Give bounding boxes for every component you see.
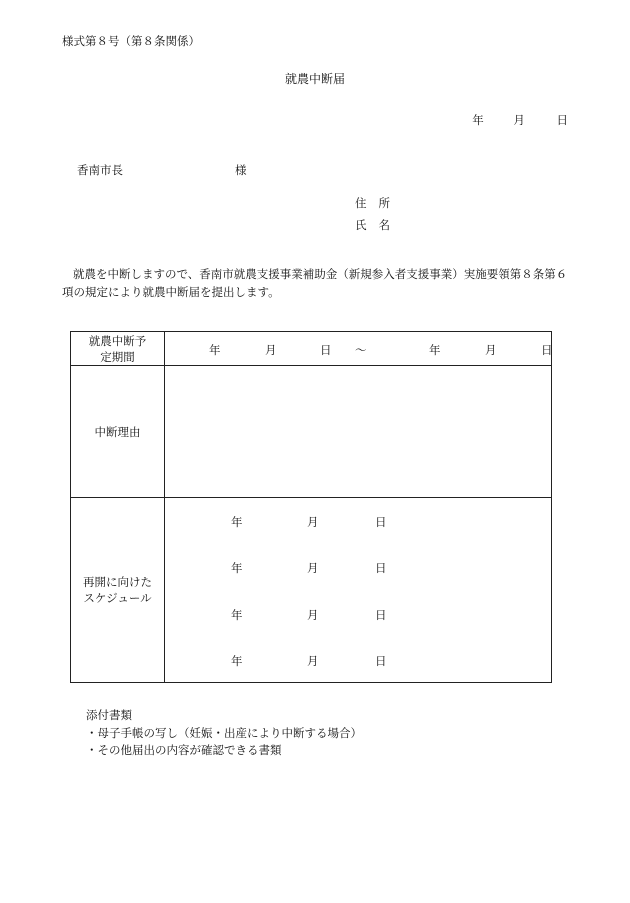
schedule-year: 年 — [231, 654, 243, 668]
address-label: 住所 — [355, 196, 402, 210]
attachment-item: ・その他届出の内容が確認できる書類 — [86, 743, 282, 757]
submission-date — [472, 112, 568, 128]
declaration-text: 就農を中断しますので、香南市就農支援事業補助金（新規参入者支援事業）実施要領第８条第６項の規定により就農中断届を提出します。 — [62, 267, 568, 299]
schedule-month: 月 — [307, 608, 319, 622]
schedule-month: 月 — [307, 561, 319, 575]
form-number: 様式第８号（第８条関係） — [62, 34, 200, 48]
period-start-day: 日 — [320, 343, 332, 357]
schedule-month: 月 — [307, 515, 319, 529]
addressee: 香南市長 — [77, 163, 123, 177]
schedule-row — [165, 653, 551, 669]
period-label — [71, 332, 165, 366]
honorific: 様 — [235, 163, 247, 177]
period-start-year: 年 — [209, 343, 221, 357]
attachments-title: 添付書類 — [86, 708, 132, 722]
period-label-text: 就農中断予定期間 — [88, 333, 147, 364]
name-label: 氏名 — [355, 218, 402, 232]
period-end-month: 月 — [485, 343, 497, 357]
schedule-day: 日 — [375, 608, 387, 622]
period-tilde: 〜 — [355, 343, 367, 357]
schedule-row — [165, 514, 551, 530]
schedule-field[interactable] — [165, 498, 552, 683]
document-title: 就農中断届 — [284, 72, 345, 86]
schedule-year: 年 — [231, 561, 243, 575]
schedule-label-text: 再開に向けたスケジュール — [83, 575, 152, 605]
schedule-day: 日 — [375, 515, 387, 529]
schedule-year: 年 — [231, 608, 243, 622]
date-year-unit: 年 — [472, 113, 484, 127]
period-end-year: 年 — [429, 343, 441, 357]
interruption-form-table — [70, 331, 552, 683]
period-start-month: 月 — [265, 343, 277, 357]
period-field[interactable] — [165, 332, 552, 366]
schedule-month: 月 — [307, 654, 319, 668]
schedule-row — [165, 560, 551, 576]
attachment-item: ・母子手帳の写し（妊娠・出産により中断する場合） — [86, 726, 362, 740]
period-end-day: 日 — [541, 343, 553, 357]
date-day-unit: 日 — [556, 113, 568, 127]
reason-field[interactable] — [165, 366, 552, 498]
schedule-day: 日 — [375, 561, 387, 575]
date-month-unit: 月 — [513, 113, 525, 127]
schedule-day: 日 — [375, 654, 387, 668]
schedule-row — [165, 607, 551, 623]
schedule-label — [71, 498, 165, 683]
schedule-year: 年 — [231, 515, 243, 529]
reason-label: 中断理由 — [71, 366, 165, 498]
